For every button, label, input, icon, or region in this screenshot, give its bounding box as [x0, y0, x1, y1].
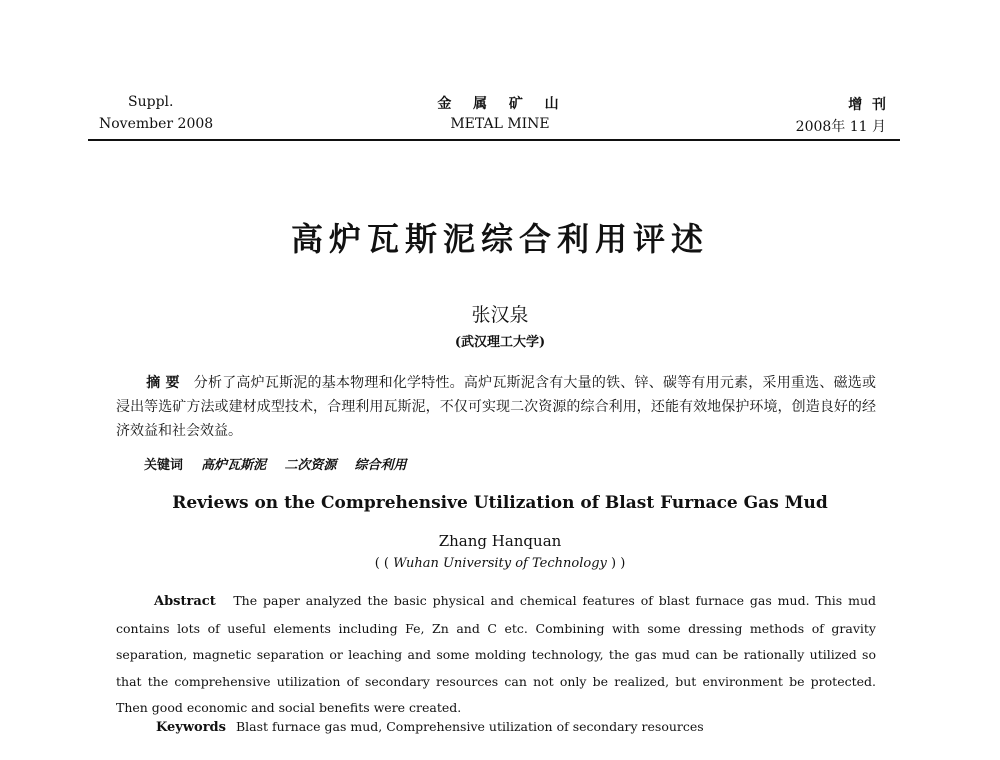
author-affiliation-en: ( ( Wuhan University of Technology ) ) — [374, 556, 626, 571]
author-affiliation-en-text: Wuhan University of Technology — [393, 556, 607, 571]
keyword-cn-3: 综合利用 — [354, 458, 407, 473]
author-name-en: Zhang Hanquan — [438, 532, 562, 550]
paper-title-cn: 高炉瓦斯泥综合利用评述 — [290, 220, 709, 258]
header-issue-date-en: November 2008 — [99, 116, 214, 132]
header-journal-name-en: METAL MINE — [450, 116, 550, 132]
header-rule — [88, 139, 900, 141]
abstract-en — [116, 588, 876, 722]
keywords-en-label: Keywords — [156, 720, 226, 735]
keywords-en — [156, 719, 704, 735]
abstract-cn-label: 摘 要 — [146, 375, 180, 391]
header-issue-date-cn: 2008年 11 月 — [795, 119, 886, 135]
abstract-cn — [116, 371, 876, 443]
keyword-cn-1: 高炉瓦斯泥 — [201, 458, 267, 473]
abstract-en-label: Abstract — [154, 594, 216, 609]
abstract-en-text: The paper analyzed the basic physical and chemical features of blast furnace gas mud. This mud contains lots of useful elements including Fe, Zn and C etc. Combining with some dressing methods of gravity separation, magnetic separation or leaching and some molding technology, the gas mud can be rationally utilized so that the comprehensive utilization of secondary resources can not only be realized, but environment be protected. Then good economic and social benefits were created. — [116, 593, 876, 715]
keywords-en-text: Blast furnace gas mud, Comprehensive utilization of secondary resources — [235, 719, 704, 734]
header-supplement-label: Suppl. — [128, 94, 174, 110]
keywords-cn — [144, 454, 406, 473]
author-affiliation-cn: (武汉理工大学) — [454, 335, 546, 350]
abstract-cn-text: 分析了高炉瓦斯泥的基本物理和化学特性。高炉瓦斯泥含有大量的铁、锌、碳等有用元素，采用重选、磁选或浸出等选矿方法或建材成型技术，合理利用瓦斯泥，不仅可实现二次资源的综合利用，还能有效地保护环境，创造良好的经济效益和社会效益。 — [116, 375, 877, 439]
keywords-cn-label: 关键词 — [144, 458, 184, 473]
header-journal-name-cn: 金 属 矿 山 — [437, 96, 563, 112]
header-supplement-cn: 增 刊 — [848, 97, 886, 113]
keyword-cn-2: 二次资源 — [284, 458, 337, 473]
author-name-cn: 张汉泉 — [471, 304, 529, 326]
paper-title-en: Reviews on the Comprehensive Utilization of Blast Furnace Gas Mud — [172, 493, 828, 513]
